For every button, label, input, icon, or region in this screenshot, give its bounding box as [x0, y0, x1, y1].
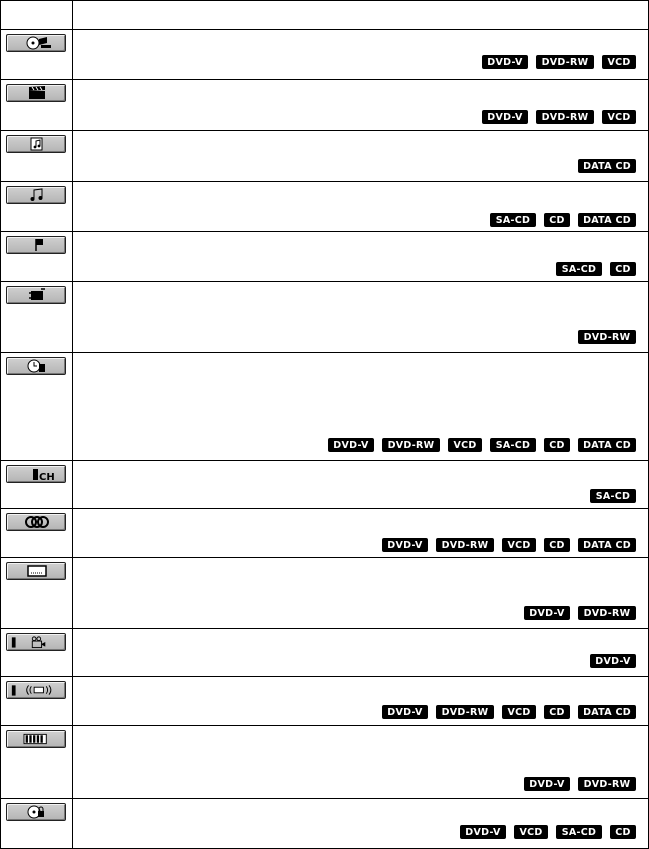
- table-rule: [0, 0, 649, 1]
- disc-type-badge: DATA CD: [578, 213, 636, 227]
- music-file-icon: [6, 135, 66, 153]
- disc-type-badge: DVD-V: [482, 55, 528, 69]
- flag-icon-glyph: [17, 238, 57, 252]
- flag-icon: [6, 236, 66, 254]
- table-row: [0, 628, 649, 676]
- surround-icon-glyph: [10, 683, 62, 697]
- disc-type-badges: [460, 825, 636, 839]
- audio-circles-icon-glyph: [17, 515, 57, 529]
- parental-lock-icon-glyph: [17, 805, 57, 819]
- disc-type-badges: [482, 55, 636, 69]
- disc-type-badge: DVD-RW: [382, 438, 440, 452]
- clapperboard-icon: [6, 84, 66, 102]
- disc-type-badge: CD: [544, 705, 570, 719]
- disc-type-badge: DVD-RW: [578, 330, 636, 344]
- disc-type-badge: CD: [544, 538, 570, 552]
- disc-type-badge: CD: [610, 825, 636, 839]
- channel-icon-glyph: [21, 467, 61, 481]
- table-row: [0, 281, 649, 352]
- table-row: [0, 352, 649, 460]
- subtitle-icon: [6, 562, 66, 580]
- disc-type-badge: DVD-V: [382, 538, 428, 552]
- disc-type-badge: DVD-RW: [578, 606, 636, 620]
- disc-type-badge: VCD: [502, 705, 536, 719]
- table-row: [0, 181, 649, 231]
- disc-type-badge: DVD-RW: [436, 538, 494, 552]
- disc-chapter-icon: [6, 34, 66, 52]
- disc-type-badge: DVD-RW: [536, 110, 594, 124]
- time-text-icon: [6, 357, 66, 375]
- bars-icon-glyph: [11, 732, 63, 746]
- disc-type-badge: DATA CD: [578, 705, 636, 719]
- disc-type-badge: DVD-V: [482, 110, 528, 124]
- disc-type-badge: DATA CD: [578, 159, 636, 173]
- disc-type-badge: DVD-V: [460, 825, 506, 839]
- disc-type-badge: DVD-RW: [436, 705, 494, 719]
- disc-type-badge: SA-CD: [556, 825, 602, 839]
- angle-camera-icon-glyph: [10, 635, 62, 649]
- disc-type-badge: SA-CD: [490, 438, 536, 452]
- music-notes-icon-glyph: [17, 188, 57, 202]
- disc-type-badge: VCD: [602, 110, 636, 124]
- disc-type-badges: [590, 489, 636, 503]
- audio-circles-icon: [6, 513, 66, 531]
- channel-icon: [6, 465, 66, 483]
- disc-type-badges: [578, 330, 636, 344]
- disc-type-badge: DATA CD: [578, 438, 636, 452]
- clapperboard-icon-glyph: [17, 86, 57, 100]
- disc-type-badge: SA-CD: [556, 262, 602, 276]
- disc-type-badge: SA-CD: [490, 213, 536, 227]
- table-row: [0, 460, 649, 508]
- bars-icon: [6, 730, 66, 748]
- original-playlist-icon: [6, 286, 66, 304]
- table-header-row: [0, 0, 649, 29]
- disc-type-badges: [556, 262, 636, 276]
- disc-type-badge: DVD-V: [590, 654, 636, 668]
- table-row: [0, 231, 649, 281]
- disc-type-badge: SA-CD: [590, 489, 636, 503]
- disc-type-badge: VCD: [448, 438, 482, 452]
- disc-type-badge: CD: [544, 438, 570, 452]
- svg-text:CH: CH: [39, 472, 55, 481]
- disc-type-badges: [578, 159, 636, 173]
- table-row: [0, 798, 649, 848]
- disc-type-badge: DVD-V: [524, 777, 570, 791]
- disc-type-badge: DVD-V: [524, 606, 570, 620]
- table-row: [0, 557, 649, 628]
- subtitle-icon-glyph: [17, 564, 57, 578]
- table-row: [0, 676, 649, 725]
- table-row: [0, 725, 649, 798]
- surround-icon: [6, 681, 66, 699]
- time-text-icon-glyph: [17, 359, 57, 373]
- original-playlist-icon-glyph: [17, 288, 57, 302]
- disc-type-badge: DVD-V: [328, 438, 374, 452]
- disc-type-badge: DVD-V: [382, 705, 428, 719]
- disc-chapter-icon-glyph: [17, 36, 57, 50]
- table-row: [0, 508, 649, 557]
- parental-lock-icon: [6, 803, 66, 821]
- disc-type-badge: VCD: [502, 538, 536, 552]
- disc-type-badge: VCD: [514, 825, 548, 839]
- disc-type-badges: [524, 777, 636, 791]
- disc-type-badges: [382, 705, 636, 719]
- disc-type-badges: [524, 606, 636, 620]
- disc-type-badges: [490, 213, 636, 227]
- disc-type-badges: [590, 654, 636, 668]
- table-row: [0, 29, 649, 79]
- table-row: [0, 79, 649, 130]
- table-row: [0, 130, 649, 181]
- music-file-icon-glyph: [17, 137, 57, 151]
- disc-type-badge: DATA CD: [578, 538, 636, 552]
- angle-camera-icon: [6, 633, 66, 651]
- disc-type-badges: [328, 438, 636, 452]
- disc-type-badge: DVD-RW: [536, 55, 594, 69]
- disc-type-badges: [482, 110, 636, 124]
- disc-type-badge: CD: [544, 213, 570, 227]
- disc-type-badges: [382, 538, 636, 552]
- music-notes-icon: [6, 186, 66, 204]
- disc-type-badge: CD: [610, 262, 636, 276]
- disc-type-badge: VCD: [602, 55, 636, 69]
- disc-type-badge: DVD-RW: [578, 777, 636, 791]
